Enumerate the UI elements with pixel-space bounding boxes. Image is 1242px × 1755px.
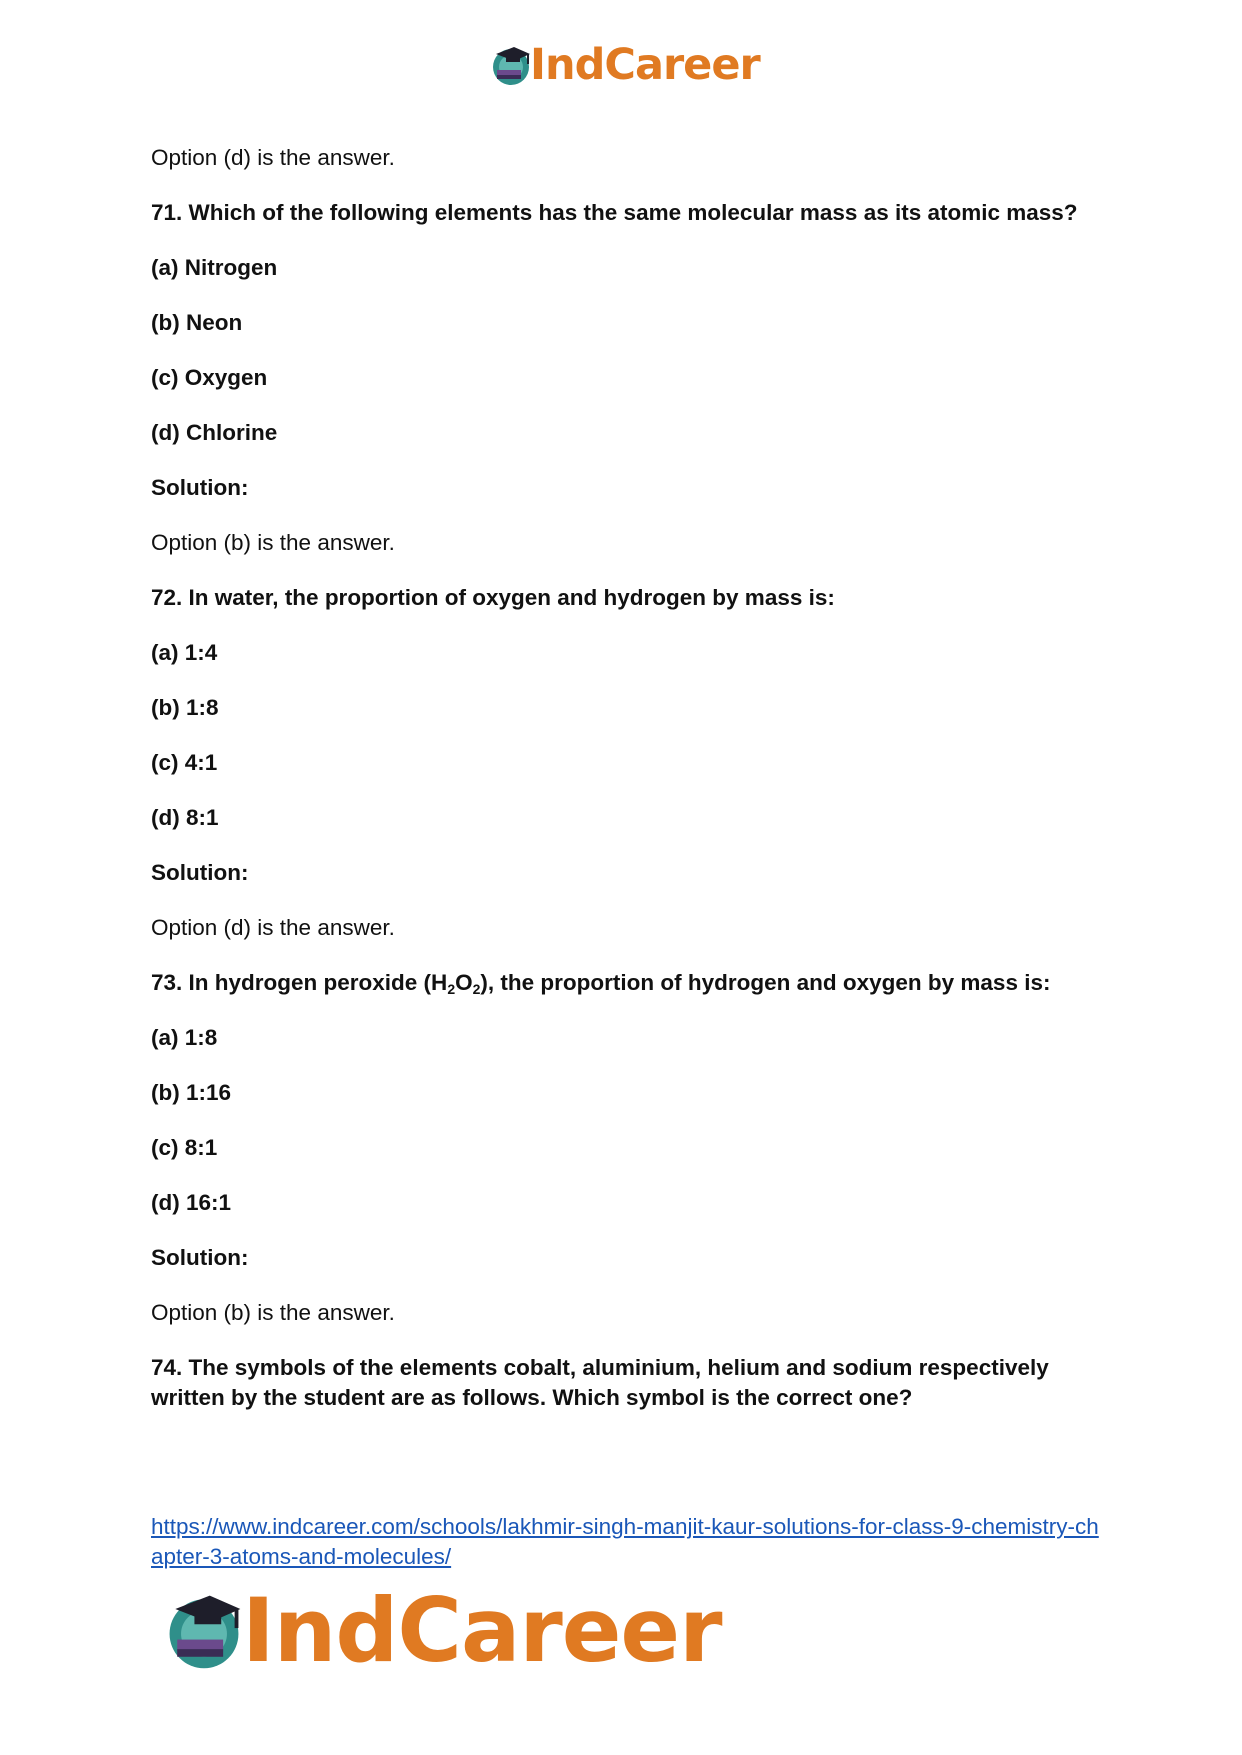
source-link[interactable]: https://www.indcareer.com/schools/lakhmir-singh-manjit-kaur-solutions-for-class-9-chemistry-chapter-3-atoms-and-molecules/	[151, 1514, 1099, 1569]
footer-logo[interactable]	[160, 1580, 722, 1680]
option-d: (d) 16:1	[151, 1190, 232, 1215]
option-b: (b) 1:16	[151, 1080, 232, 1105]
option-d: (d) Chlorine	[151, 420, 278, 445]
solution-label: Solution:	[151, 1245, 249, 1270]
graduation-globe-icon	[160, 1586, 248, 1674]
option-d: (d) 8:1	[151, 805, 219, 830]
option-c: (c) Oxygen	[151, 365, 268, 390]
subscript: 2	[472, 981, 481, 997]
question-72: 72. In water, the proportion of oxygen and hydrogen by mass is:	[151, 585, 835, 610]
question-73	[151, 968, 1091, 998]
option-a: (a) Nitrogen	[151, 255, 278, 280]
answer-line: Option (d) is the answer.	[151, 915, 395, 940]
option-c: (c) 8:1	[151, 1135, 218, 1160]
header-logo[interactable]	[488, 40, 760, 90]
question-71: 71. Which of the following elements has the same molecular mass as its atomic mass?	[151, 200, 1078, 225]
option-b: (b) 1:8	[151, 695, 219, 720]
answer-line: Option (d) is the answer.	[151, 145, 395, 170]
logo-wordmark: IndCareer	[530, 40, 760, 90]
subscript: 2	[447, 981, 456, 997]
question-73-part: ), the proportion of hydrogen and oxygen by mass is:	[480, 970, 1051, 995]
option-c: (c) 4:1	[151, 750, 218, 775]
graduation-globe-icon	[488, 42, 534, 88]
question-74: 74. The symbols of the elements cobalt, aluminium, helium and sodium respectively written by the student are as follows. Which symbol is the correct one?	[151, 1355, 1049, 1410]
option-a: (a) 1:8	[151, 1025, 218, 1050]
solution-label: Solution:	[151, 860, 249, 885]
option-a: (a) 1:4	[151, 640, 218, 665]
answer-line: Option (b) is the answer.	[151, 1300, 395, 1325]
question-73-part: O	[455, 970, 473, 995]
answer-line: Option (b) is the answer.	[151, 530, 395, 555]
solution-label: Solution:	[151, 475, 249, 500]
question-73-part: 73. In hydrogen peroxide (H	[151, 970, 448, 995]
option-b: (b) Neon	[151, 310, 243, 335]
logo-wordmark: IndCareer	[242, 1578, 722, 1682]
document-body	[151, 143, 1091, 1413]
